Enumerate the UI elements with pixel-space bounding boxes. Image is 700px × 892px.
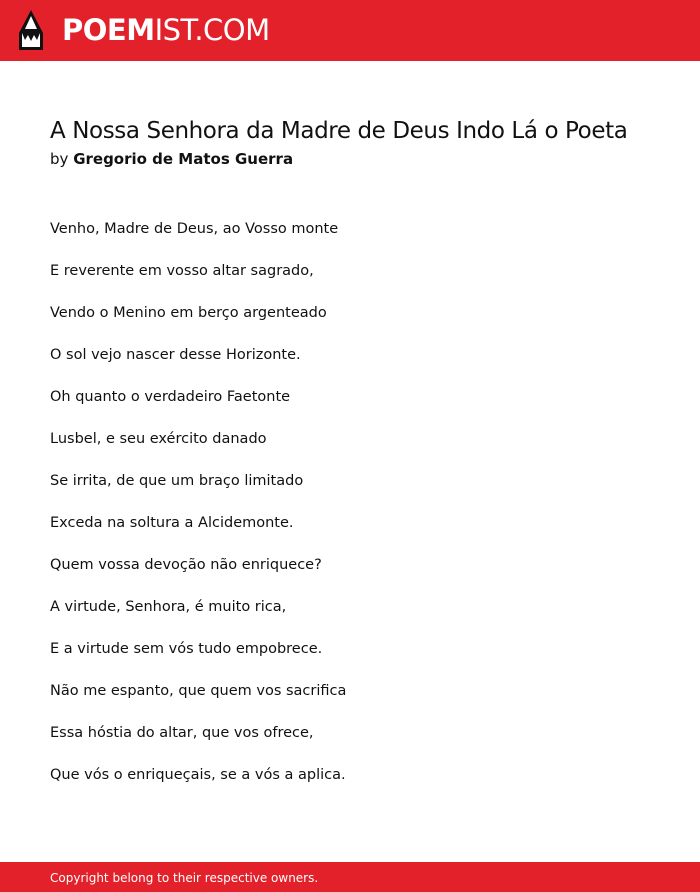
brand-bold-text: POEM bbox=[62, 13, 155, 47]
site-logo-text[interactable] bbox=[62, 13, 270, 47]
copyright-text: Copyright belong to their respective owners. bbox=[50, 871, 319, 885]
poem-byline bbox=[50, 149, 293, 169]
poem-line: O sol vejo nascer desse Horizonte. bbox=[50, 347, 301, 363]
poem-author: Gregorio de Matos Guerra bbox=[73, 150, 294, 168]
pencil-tip-icon[interactable] bbox=[18, 9, 44, 51]
poem-body bbox=[50, 218, 346, 806]
poem-line: Essa hóstia do altar, que vos ofrece, bbox=[50, 725, 314, 741]
poem-title: A Nossa Senhora da Madre de Deus Indo Lá o Poeta bbox=[50, 118, 628, 144]
poem-line: Quem vossa devoção não enriquece? bbox=[50, 557, 322, 573]
poem-line: Venho, Madre de Deus, ao Vosso monte bbox=[50, 221, 339, 237]
site-footer bbox=[0, 862, 700, 892]
by-label: by bbox=[50, 150, 69, 168]
site-header bbox=[0, 0, 700, 61]
poem-line: E reverente em vosso altar sagrado, bbox=[50, 263, 314, 279]
poem-line: Exceda na soltura a Alcidemonte. bbox=[50, 515, 294, 531]
poem-line: Oh quanto o verdadeiro Faetonte bbox=[50, 389, 291, 405]
poem-line: A virtude, Senhora, é muito rica, bbox=[50, 599, 287, 615]
poem-line: Lusbel, e seu exército danado bbox=[50, 431, 267, 447]
poem-line: Vendo o Menino em berço argenteado bbox=[50, 305, 327, 321]
poem-line: Se irrita, de que um braço limitado bbox=[50, 473, 304, 489]
brand-light-text: IST.COM bbox=[154, 13, 270, 47]
poem-line: E a virtude sem vós tudo empobrece. bbox=[50, 641, 323, 657]
poem-line: Não me espanto, que quem vos sacrifica bbox=[50, 683, 347, 699]
poem-line: Que vós o enriqueçais, se a vós a aplica. bbox=[50, 767, 346, 783]
